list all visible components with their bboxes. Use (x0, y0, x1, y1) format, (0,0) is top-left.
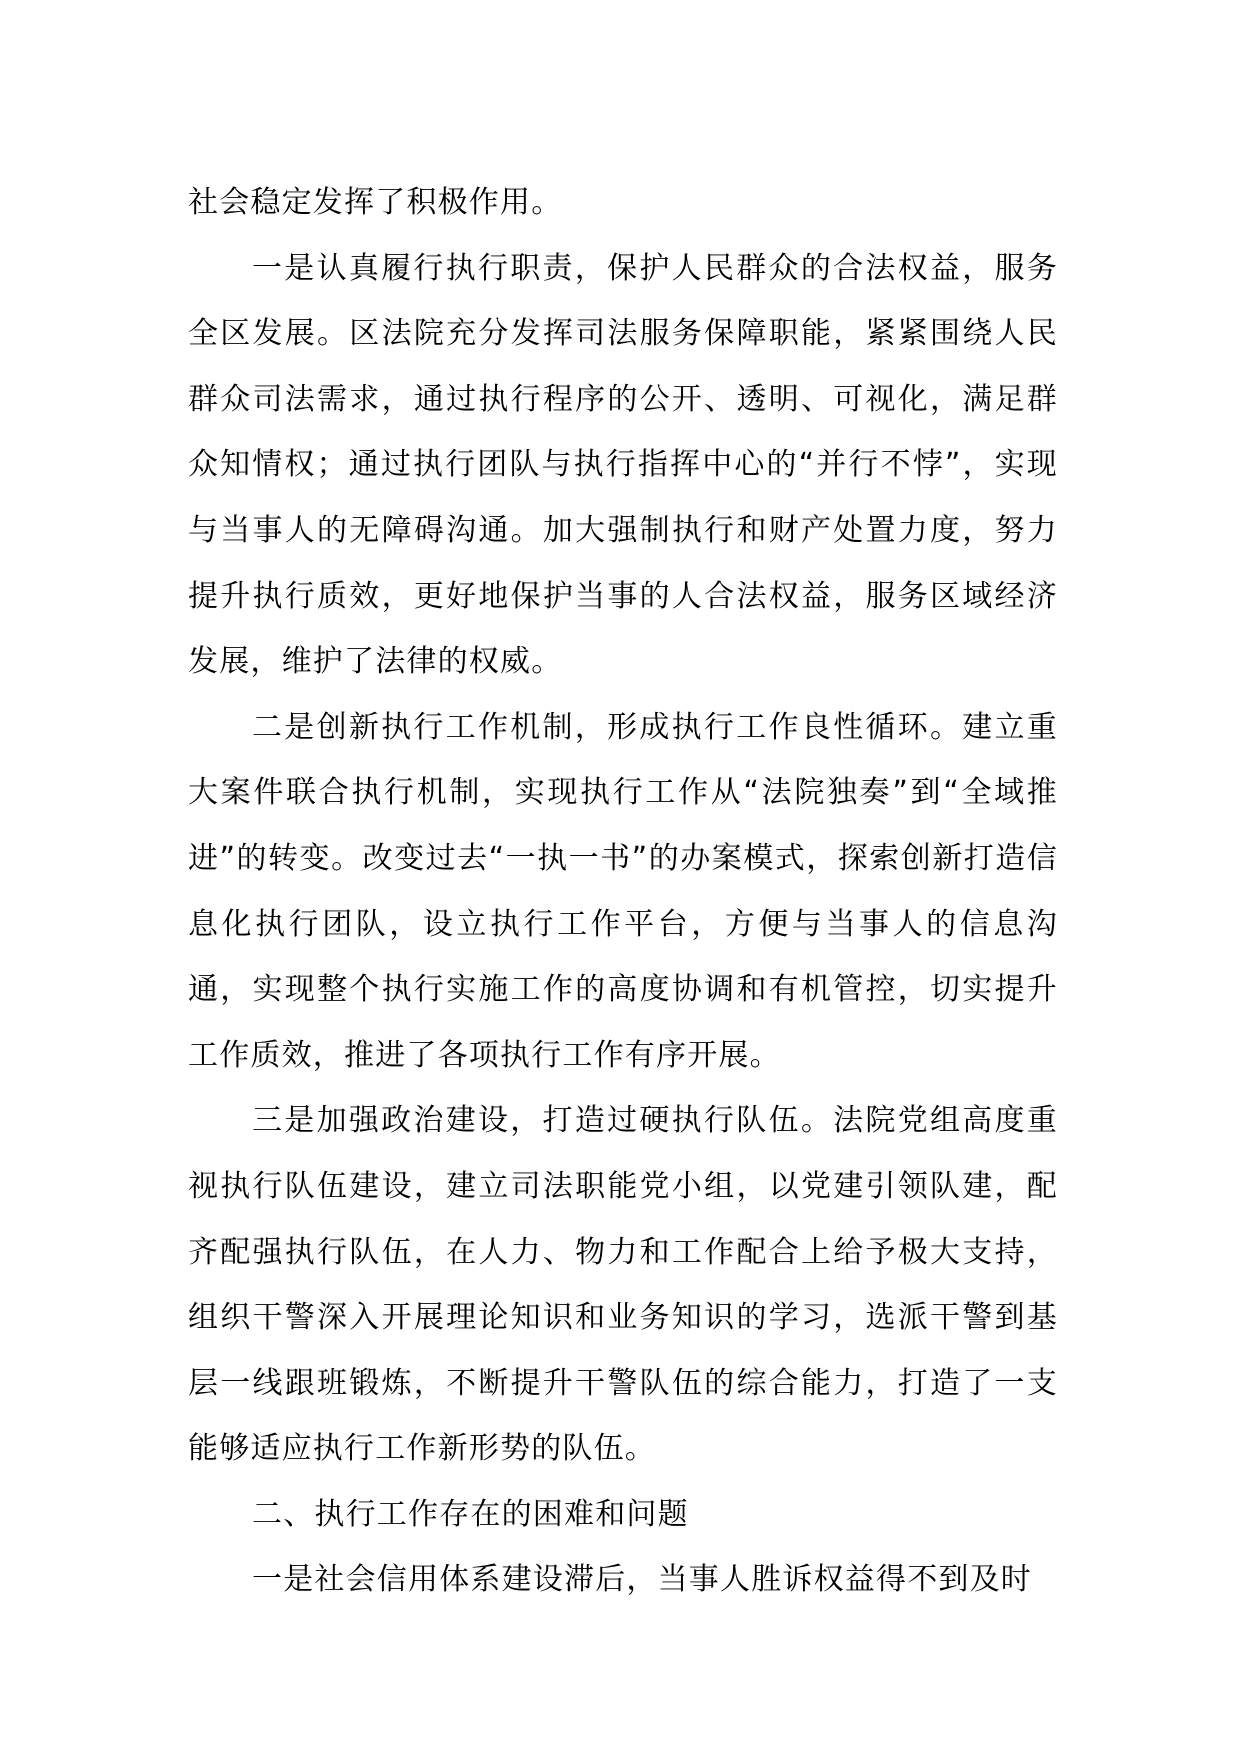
paragraph-credit-system: 一是社会信用体系建设滞后，当事人胜诉权益得不到及时 (252, 1562, 1032, 1598)
body-text (188, 170, 1058, 1613)
section-heading-difficulties: 二、执行工作存在的困难和问题 (252, 1496, 689, 1532)
paragraph-continuation: 社会稳定发挥了积极作用。 (188, 185, 563, 220)
paragraph-political-construction: 三是加强政治建设，打造过硬执行队伍。法院党组高度重视执行队伍建设，建立司法职能党小组，以党建引领队建，配齐配强执行队伍，在人力、物力和工作配合上给予极大支持，组织干警深入开展理论知识和业务知识的学习，选派干警到基层一线跟班锻炼，不断提升干警队伍的综合能力，打造了一支能够适应执行工作新形势的队伍。 (188, 1103, 1058, 1467)
paragraph-enforcement-duties: 一是认真履行执行职责，保护人民群众的合法权益，服务全区发展。区法院充分发挥司法服务保障职能，紧紧围绕人民群众司法需求，通过执行程序的公开、透明、可视化，满足群众知情权；通过执行团队与执行指挥中心的“并行不悖”，实现与当事人的无障碍沟通。加大强制执行和财产处置力度，努力提升执行质效，更好地保护当事的人合法权益，服务区域经济发展，维护了法律的权威。 (188, 250, 1058, 680)
paragraph-innovation-mechanism: 二是创新执行工作机制，形成执行工作良性循环。建立重大案件联合执行机制，实现执行工作从“法院独奏”到“全域推进”的转变。改变过去“一执一书”的办案模式，探索创新打造信息化执行团队，设立执行工作平台，方便与当事人的信息沟通，实现整个执行实施工作的高度协调和有机管控，切实提升工作质效，推进了各项执行工作有序开展。 (188, 709, 1058, 1073)
